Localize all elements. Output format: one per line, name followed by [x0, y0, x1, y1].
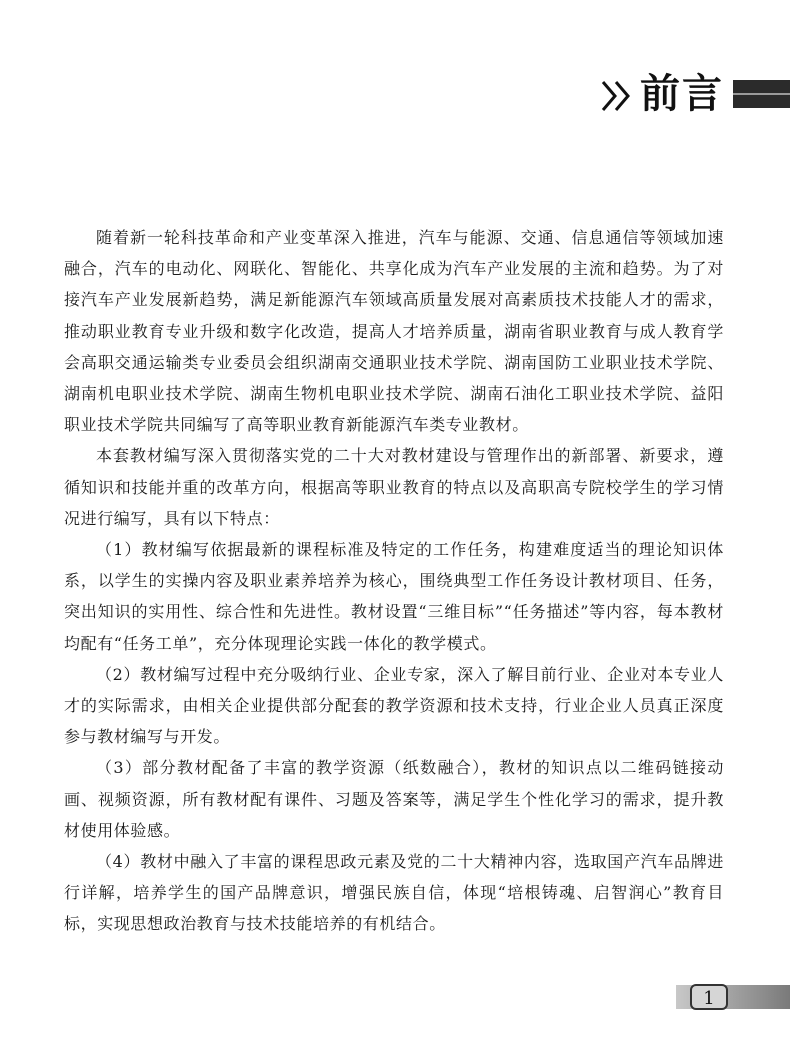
preface-body [64, 222, 724, 940]
page-number: 1 [690, 984, 728, 1010]
paragraph: （3）部分教材配备了丰富的教学资源（纸数融合），教材的知识点以二维码链接动画、视频资源，所有教材配有课件、习题及答案等，满足学生个性化学习的需求，提升教材使用体验感。 [64, 758, 724, 840]
paragraph: （2）教材编写过程中充分吸纳行业、企业专家，深入了解目前行业、企业对本专业人才的实际需求，由相关企业提供部分配套的教学资源和技术支持，行业企业人员真正深度参与教材编写与开发。 [64, 664, 724, 747]
paragraph: （4）教材中融入了丰富的课程思政元素及党的二十大精神内容，选取国产汽车品牌进行详解，培养学生的国产品牌意识，增强民族自信，体现“培根铸魂、启智润心”教育目标，实现思想政治教育与技术技能培养的有机结合。 [64, 852, 724, 934]
paragraph: 本套教材编写深入贯彻落实党的二十大对教材建设与管理作出的新部署、新要求，遵循知识和技能并重的改革方向，根据高等职业教育的特点以及高职高专院校学生的学习情况进行编写，具有以下特点： [64, 446, 724, 528]
paragraph: （1）教材编写依据最新的课程标准及特定的工作任务，构建难度适当的理论知识体系，以学生的实操内容及职业素养培养为核心，围绕典型工作任务设计教材项目、任务，突出知识的实用性、综合性和先进性。教材设置“三维目标”“任务描述”等内容，每本教材均配有“任务工单”，充分体现理论实践一体化的教学模式。 [64, 540, 724, 653]
page-title: 前言 [640, 71, 724, 117]
double-chevron-right-icon [600, 76, 634, 116]
title-decoration-bar [733, 80, 790, 108]
paragraph: 随着新一轮科技革命和产业变革深入推进，汽车与能源、交通、信息通信等领域加速融合，汽车的电动化、网联化、智能化、共享化成为汽车产业发展的主流和趋势。为了对接汽车产业发展新趋势，满足新能源汽车领域高质量发展对高素质技术技能人才的需求，推动职业教育专业升级和数字化改造，提高人才培养质量，湖南省职业教育与成人教育学会高职交通运输类专业委员会组织湖南交通职业技术学院、湖南国防工业职业技术学院、湖南机电职业技术学院、湖南生物机电职业技术学院、湖南石油化工职业技术学院、益阳职业技术学院共同编写了高等职业教育新能源汽车类专业教材。 [64, 228, 724, 435]
page-header [0, 66, 790, 126]
